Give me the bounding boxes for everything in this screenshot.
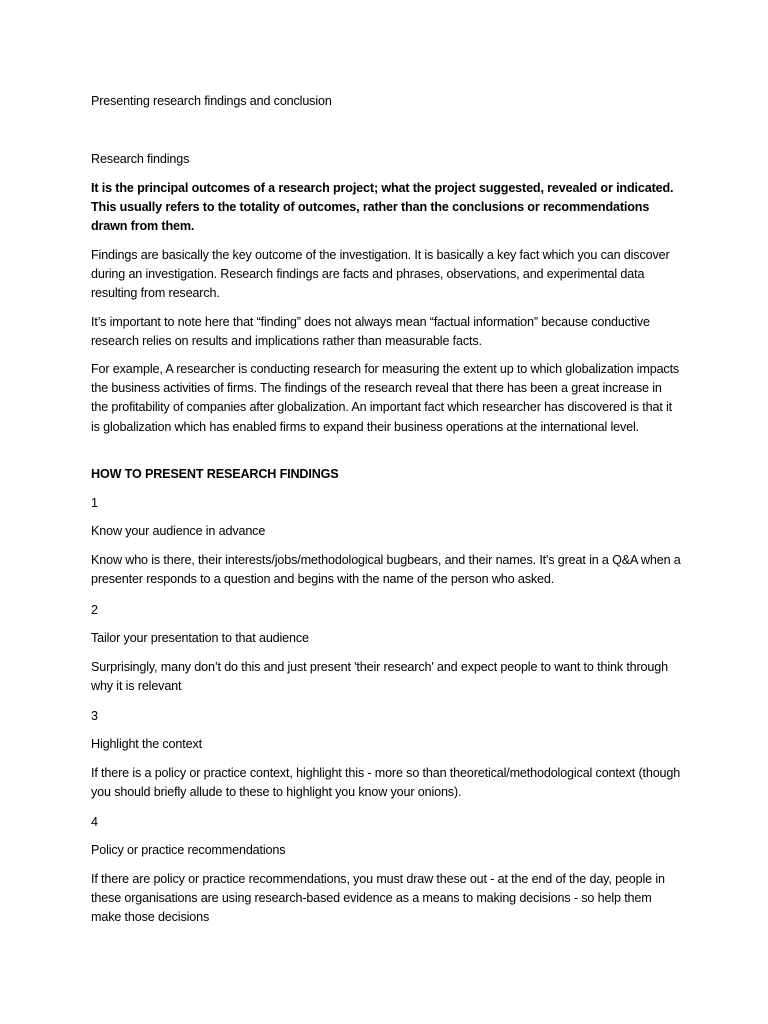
tip-number: 4 xyxy=(91,815,98,829)
tip-body: If there is a policy or practice context, highlight this - more so than theoretical/methodological context (though you should briefly allude to these to highlight you know your onions). xyxy=(91,766,681,800)
tip-title: Policy or practice recommendations xyxy=(91,843,286,857)
tip-number: 2 xyxy=(91,603,98,617)
tip-body: If there are policy or practice recommendations, you must draw these out - at the end of the day, people in these organisations are using research-based evidence as a means to making decisions - so help them make those decisions xyxy=(91,872,665,925)
findings-paragraph: Findings are basically the key outcome of the investigation. It is basically a key fact which you can discover during an investigation. Research findings are facts and phrases, observations, and experimental data resulting from research. xyxy=(91,248,670,301)
how-to-heading: HOW TO PRESENT RESEARCH FINDINGS xyxy=(91,467,339,481)
note-paragraph: It’s important to note here that “finding” does not always mean “factual information” because conductive research relies on results and implications rather than measurable facts. xyxy=(91,315,650,349)
tip-number: 3 xyxy=(91,709,98,723)
tip-number: 1 xyxy=(91,496,98,510)
document-title: Presenting research findings and conclusion xyxy=(91,94,332,108)
example-paragraph: For example, A researcher is conducting research for measuring the extent up to which globalization impacts the business activities of firms. The findings of the research reveal that there has been a great increase in the profitability of companies after globalization. An important fact which researcher has discovered is that it is globalization which has enabled firms to expand their business operations at the international level. xyxy=(91,362,680,434)
tip-title: Highlight the context xyxy=(91,737,202,751)
section-heading: Research findings xyxy=(91,152,190,166)
definition-paragraph: It is the principal outcomes of a research project; what the project suggested, revealed or indicated. This usually refers to the totality of outcomes, rather than the conclusions or recommendations drawn from them. xyxy=(91,181,674,234)
tip-body: Surprisingly, many don’t do this and just present 'their research' and expect people to want to think through why it is relevant xyxy=(91,660,668,694)
tip-title: Tailor your presentation to that audience xyxy=(91,631,309,645)
document-page xyxy=(91,0,681,1024)
tip-title: Know your audience in advance xyxy=(91,524,266,538)
tip-body: Know who is there, their interests/jobs/methodological bugbears, and their names. It's great in a Q&A when a presenter responds to a question and begins with the name of the person who asked. xyxy=(91,553,681,587)
